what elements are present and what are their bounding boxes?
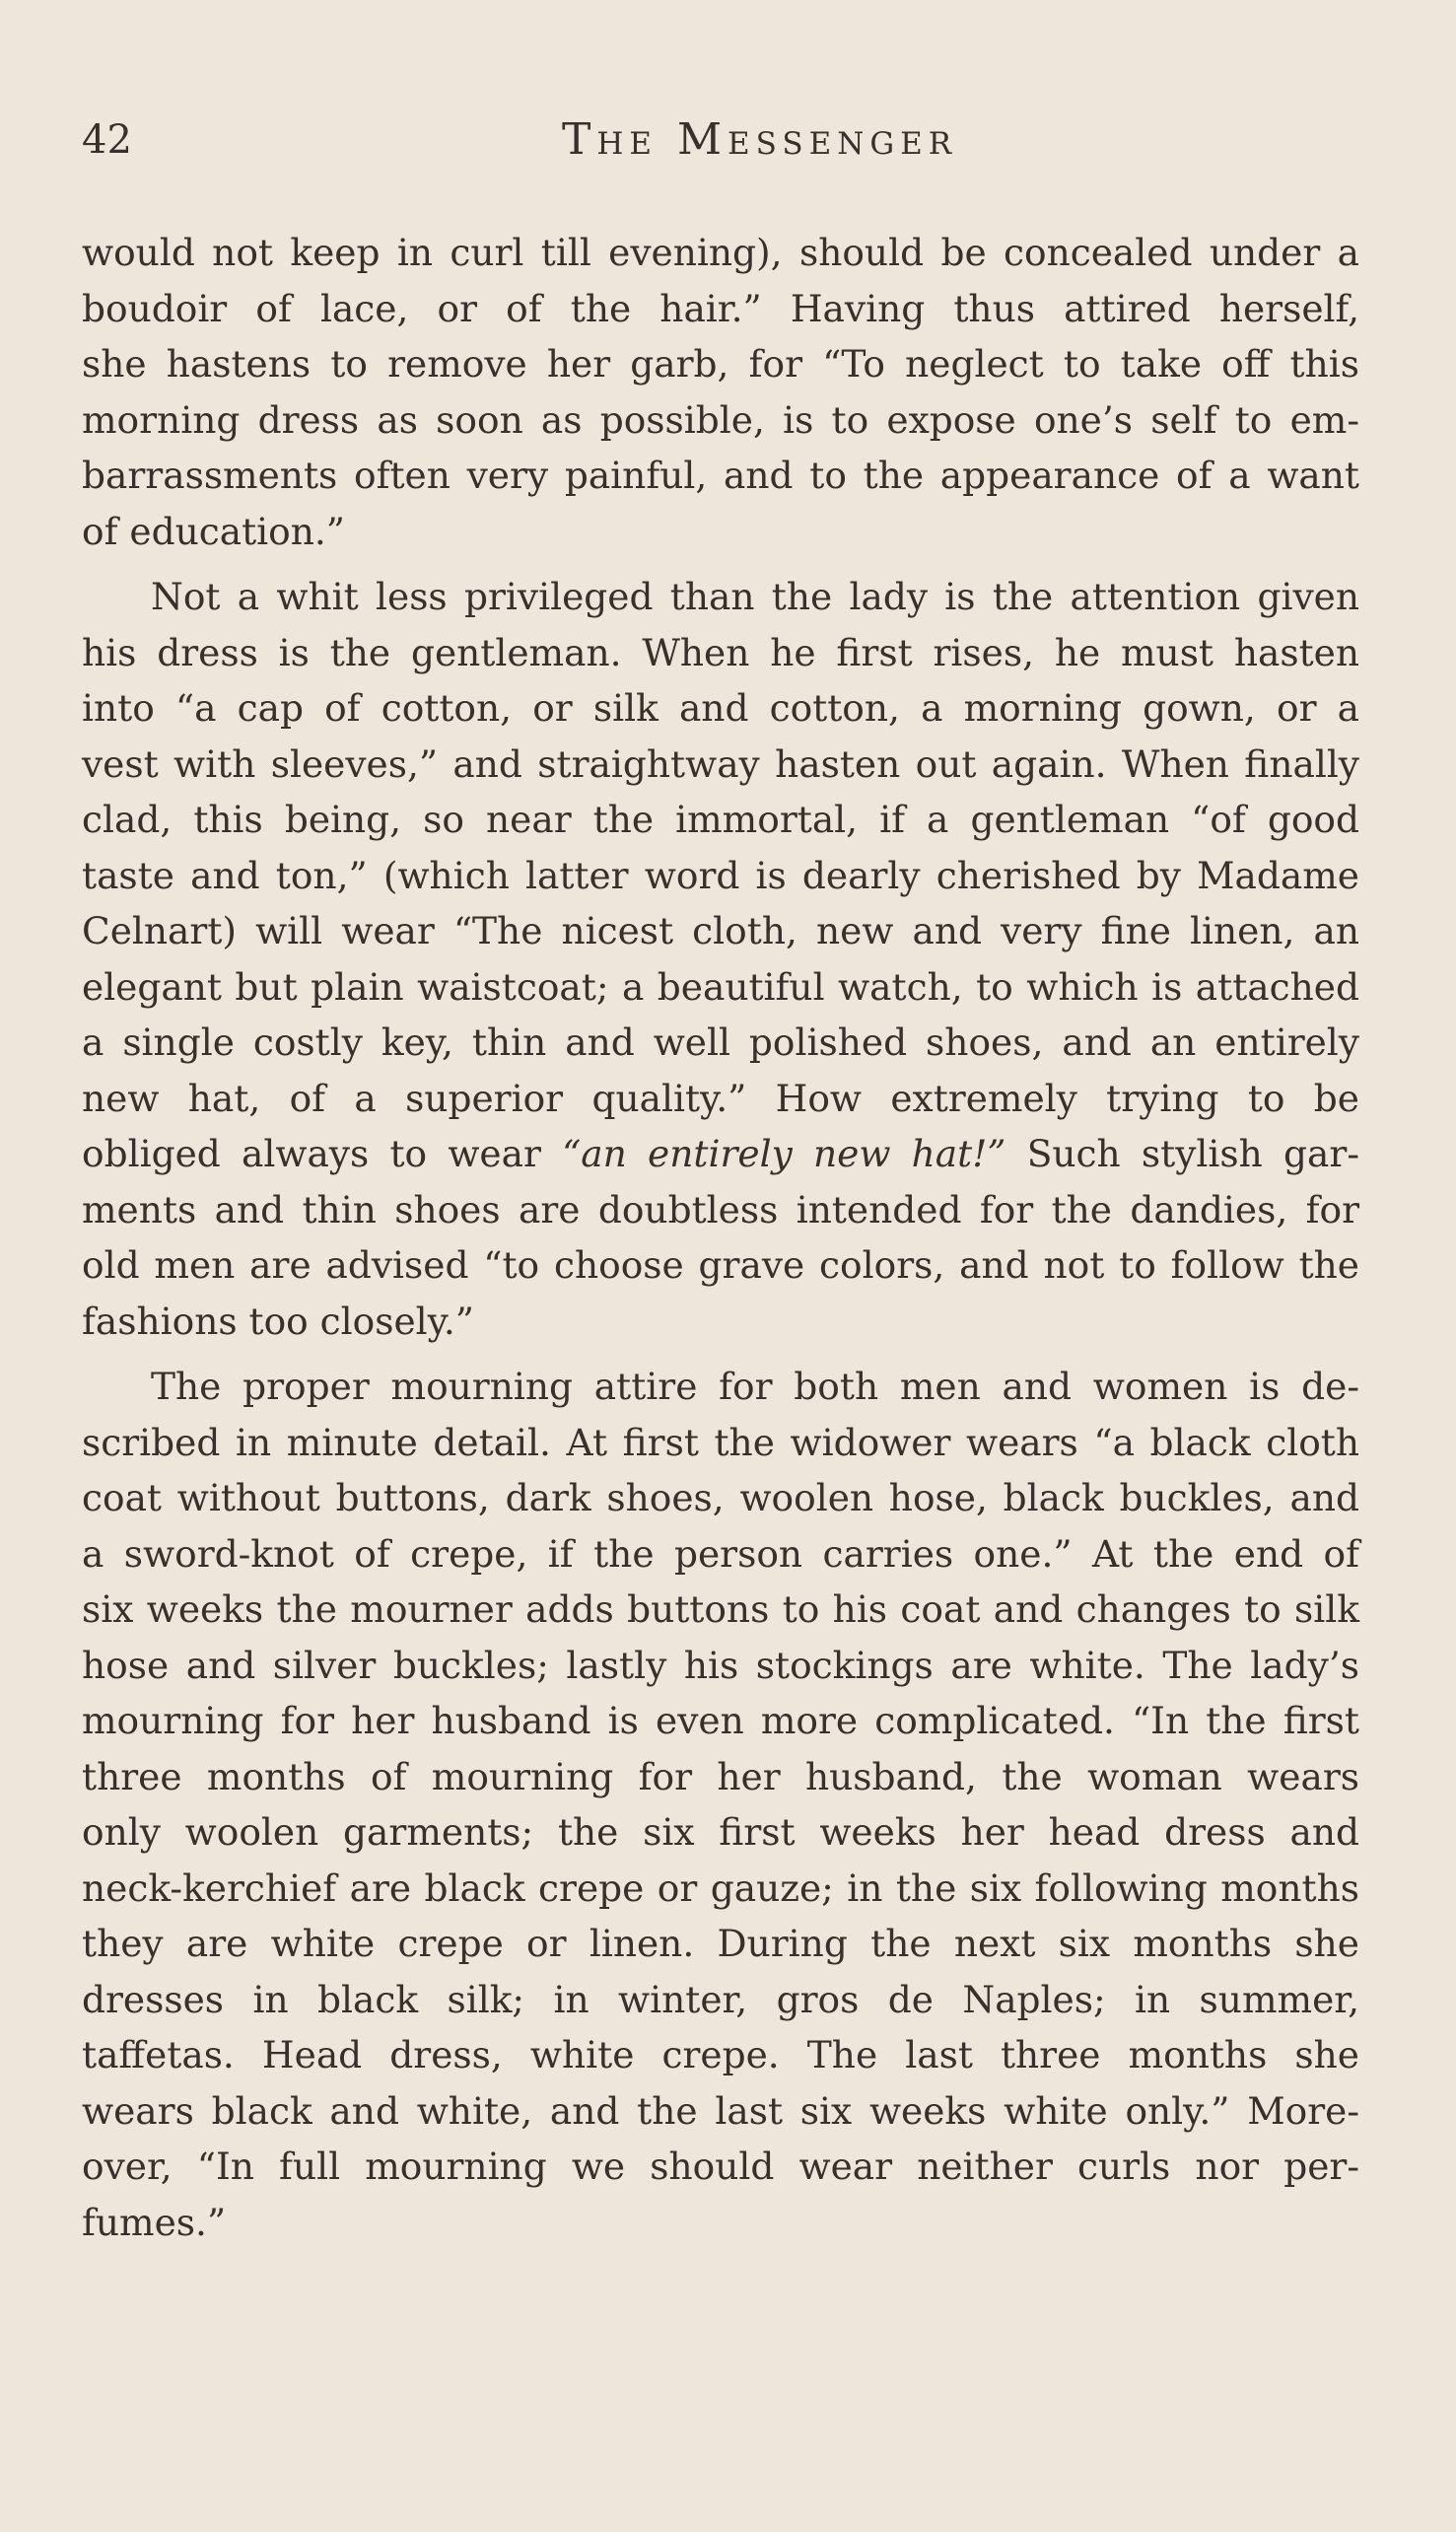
text-line: taste and ton,” (which latter word is dearly cherished by Madame [82,853,1359,897]
text-line: only woolen garments; the six first weeks her head dress and [82,1810,1359,1854]
text-line: over, “In full mourning we should wear neither curls nor per- [82,2145,1359,2188]
paragraph-1 [82,225,1359,559]
text-line: would not keep in curl till evening), should be concealed under a [82,231,1359,274]
paragraph-2 [82,569,1359,1349]
text-line: elegant but plain waistcoat; a beautiful watch, to which is attached [82,964,1359,1009]
text-line: scribed in minute detail. At first the widower wears “a black cloth [82,1420,1359,1464]
text-line: mourning for her husband is even more complicated. “In the first [82,1699,1359,1742]
text-line: morning dress as soon as possible, is to expose one’s self to em- [82,397,1359,442]
text-line: they are white crepe or linen. During the next six months she [82,1922,1359,1965]
text-line: a single costly key, thin and well polished shoes, and an entirely [82,1020,1359,1064]
text-line: six weeks the mourner adds buttons to his coat and changes to silk [82,1587,1359,1631]
text-run: Such stylish gar- [1005,1132,1359,1175]
text-line: wears black and white, and the last six weeks white only.” More- [82,2088,1359,2133]
text-line: taffetas. Head dress, white crepe. The last three months she [82,2033,1359,2076]
text-line: fumes.” [82,2200,227,2244]
running-title: The Messenger [562,114,958,165]
text-line: a sword-knot of crepe, if the person carries one.” At the end of [82,1531,1359,1576]
text-line: barrassments often very painful, and to the appearance of a want [82,454,1359,497]
text-line: The proper mourning attire for both men and women is de- [151,1365,1359,1408]
text-line: ments and thin shoes are doubtless intended for the dandies, for [82,1187,1359,1231]
text-line: into “a cap of cotton, or silk and cotton, a morning gown, or a [82,686,1359,730]
text-line: dresses in black silk; in winter, gros de Naples; in summer, [82,1977,1359,2021]
paragraph-3 [82,1359,1359,2250]
text-line: new hat, of a superior quality.” How extremely trying to be [82,1076,1359,1120]
text-run: obliged always to wear [82,1132,563,1175]
text-line: of education.” [82,509,345,553]
text-line: old men are advised “to choose grave colors, and not to follow the [82,1243,1359,1287]
text-line: fashions too closely.” [82,1299,474,1343]
body-text [82,225,1359,2250]
text-line: she hastens to remove her garb, for “To neglect to take off this [82,342,1359,386]
text-line: his dress is the gentleman. When he first rises, he must hasten [82,630,1359,674]
page-number: 42 [82,117,132,163]
text-line: boudoir of lace, or of the hair.” Having thus attired herself, [82,286,1359,330]
text-line: coat without buttons, dark shoes, woolen hose, black buckles, and [82,1476,1359,1519]
running-header [82,110,1363,170]
text-line: Celnart) will wear “The nicest cloth, new and very fine linen, an [82,909,1359,952]
text-line: clad, this being, so near the immortal, if a gentleman “of good [82,798,1359,841]
text-line: vest with sleeves,” and straightway hasten out again. When finally [82,741,1359,786]
text-line-with-italic [82,1126,1359,1182]
italic-quote: “an entirely new hat!” [562,1132,1006,1175]
text-line: Not a whit less privileged than the lady is the attention given [151,575,1359,618]
text-line: three months of mourning for her husband, the woman wears [82,1754,1359,1798]
text-line: neck-kerchief are black crepe or gauze; in the six following months [82,1865,1359,1910]
text-line: hose and silver buckles; lastly his stockings are white. The lady’s [82,1643,1359,1687]
